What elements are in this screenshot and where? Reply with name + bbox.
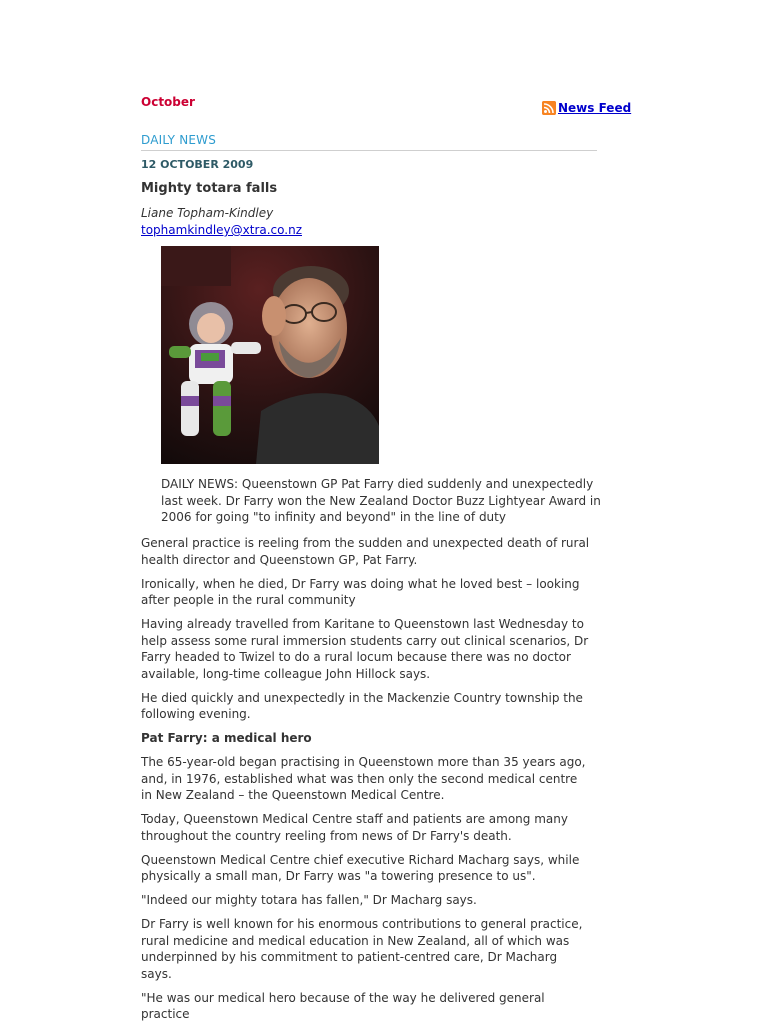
section-heading: DAILY NEWS	[141, 133, 597, 151]
paragraph: Queenstown Medical Centre chief executive Richard Macharg says, while physically a small man, Dr Farry was "a towering presence to us".	[141, 852, 580, 883]
author-email-link[interactable]: tophamkindley@xtra.co.nz	[141, 223, 302, 237]
news-feed-link[interactable]: News Feed	[558, 101, 632, 115]
month-heading: October	[141, 95, 195, 109]
paragraph: Having already travelled from Karitane to Queenstown last Wednesday to help assess some rural immersion students carry out clinical scenarios, Dr Farry headed to Twizel to do a rural locum because there was no doctor available, long-time colleague John Hillock says.	[141, 617, 589, 681]
news-feed[interactable]	[542, 101, 631, 115]
paragraph: He died quickly and unexpectedly in the Mackenzie Country township the following evening.	[141, 690, 583, 721]
paragraph: Dr Farry is well known for his enormous contributions to general practice, rural medicine and medical education in New Zealand, all of which was underpinned by his commitment to patient-centred care, Dr Macharg says.	[141, 917, 583, 981]
article-photo	[161, 246, 379, 464]
article-body	[141, 535, 591, 1030]
paragraph: Ironically, when he died, Dr Farry was doing what he loved best – looking after people in the rural community	[141, 576, 580, 607]
article-subhead: Pat Farry: a medical hero	[141, 731, 312, 745]
rss-icon[interactable]	[542, 101, 556, 115]
article-date: 12 OCTOBER 2009	[141, 158, 254, 171]
photo-caption: DAILY NEWS: Queenstown GP Pat Farry died suddenly and unexpectedly last week. Dr Farry won the New Zealand Doctor Buzz Lightyear Award in 2006 for going "to infinity and beyond" in the line of duty	[161, 477, 601, 524]
article-author: Liane Topham-Kindley	[141, 206, 274, 220]
paragraph: "Indeed our mighty totara has fallen," Dr Macharg says.	[141, 893, 477, 907]
article-headline: Mighty totara falls	[141, 181, 278, 196]
photo-illustration	[161, 246, 379, 464]
paragraph: Today, Queenstown Medical Centre staff and patients are among many throughout the country reeling from news of Dr Farry's death.	[141, 812, 568, 843]
paragraph: General practice is reeling from the sudden and unexpected death of rural health director and Queenstown GP, Pat Farry.	[141, 536, 590, 567]
paragraph: The 65-year-old began practising in Queenstown more than 35 years ago, and, in 1976, established what was then only the second medical centre in New Zealand – the Queenstown Medical Centre.	[141, 755, 586, 802]
paragraph: "He was our medical hero because of the way he delivered general practice	[141, 990, 545, 1021]
